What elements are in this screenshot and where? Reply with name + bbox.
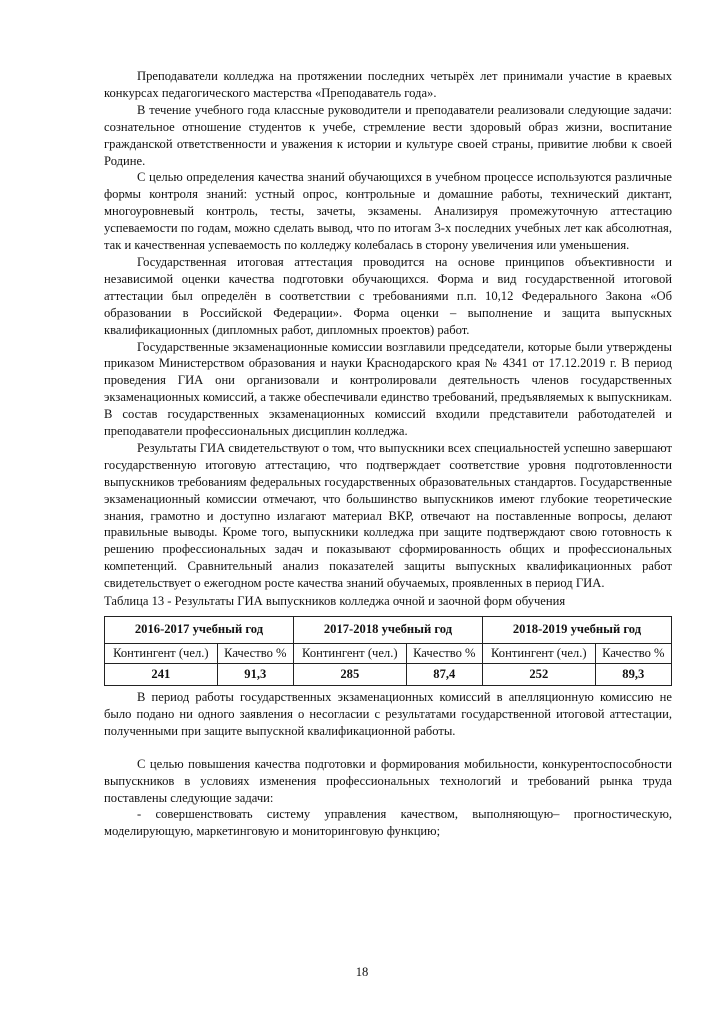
table-subheader-row [105, 644, 672, 664]
list-item: - совершенствовать систему управления качеством, выполняющую– прогностическую, моделирующую, маркетинговую и мониторинговую функцию; [104, 807, 672, 839]
contingent-header: Контингент (чел.) [482, 644, 595, 664]
contingent-header: Контингент (чел.) [105, 644, 218, 664]
contingent-value: 252 [482, 664, 595, 686]
table-row [105, 664, 672, 686]
gia-results-table [104, 616, 672, 686]
quality-value: 89,3 [595, 664, 671, 686]
paragraph-gia-results: Результаты ГИА свидетельствуют о том, что выпускники всех специальностей успешно завершают государственную итоговую аттестацию, что подтверждает соответствие уровня подготовленности выпускников требованиям федеральных государственных образовательных стандартов. Государственные экзаменационный комиссии отмечают, что большинство выпускников имеют глубокие теоретические знания, грамотно и доступно излагают материал ВКР, отвечают на поставленные вопросы, делают правильные выводы. Кроме того, выпускники колледжа при защите подтверждают свою готовность к решению профессиональных задач и показывают сформированность общих и профессиональных компетенций. Сравнительный анализ показателей защиты выпускных квалификационных работ свидетельствует о ежегодном росте качества знаний обучаемых, проявленных в период ГИА. [104, 440, 672, 591]
paragraph-improvement-goals: С целью повышения качества подготовки и формирования мобильности, конкурентоспособности выпускников в условиях изменения профессиональных технологий и требований рынка труда поставлены следующие задачи: [104, 756, 672, 805]
contingent-value: 285 [293, 664, 406, 686]
paragraph-exam-commissions: Государственные экзаменационные комиссии возглавили председатели, которые были утверждены приказом Министерством образования и науки Краснодарского края № 4341 от 17.12.2019 г. В период проведения ГИА они организовали и контролировали деятельность членов государственных экзаменационных комиссий, а также обеспечивали единство требований, предъявляемых к выпускникам. В состав государственных экзаменационных комиссий входили представители работодателей и преподаватели профессиональных дисциплин колледжа. [104, 339, 672, 439]
contingent-value: 241 [105, 664, 218, 686]
quality-header: Качество % [406, 644, 482, 664]
year-header: 2017-2018 учебный год [293, 617, 482, 644]
contingent-header: Контингент (чел.) [293, 644, 406, 664]
quality-header: Качество % [595, 644, 671, 664]
table-caption: Таблица 13 - Результаты ГИА выпускников колледжа очной и заочной форм обучения [104, 594, 566, 609]
paragraph-knowledge-control: С целью определения качества знаний обучающихся в учебном процессе используются различные формы контроля знаний: устный опрос, контрольные и домашние работы, технический диктант, многоуровневый контроль, тесты, зачеты, экзамены. Анализируя промежуточную аттестацию успеваемости по годам, можно сделать вывод, что по итогам 3-х последних учебных лет как абсолютная, так и качественная успеваемость по колледжу колебалась в сторону увеличения или уменьшения. [104, 170, 672, 253]
paragraph-competitions: Преподаватели колледжа на протяжении последних четырёх лет принимали участие в краевых конкурсах педагогического мастерства «Преподаватель года». [104, 69, 672, 100]
year-header: 2016-2017 учебный год [105, 617, 294, 644]
page-number: 18 [355, 965, 369, 979]
table-header-row [105, 617, 672, 644]
paragraph-class-tasks: В течение учебного года классные руководители и преподаватели реализовали следующие задачи: сознательное отношение студентов к учебе, стремление вести здоровый образ жизни, воспитание гражданской ответственности и уважения к истории и культуре своей страны, привитие любви к своей Родине. [104, 102, 672, 168]
paragraph-state-attestation: Государственная итоговая аттестация проводится на основе принципов объективности и независимой оценки качества подготовки обучающихся. Форма и вид государственной итоговой аттестации был определён в соответствии с требованиями п.п. 10,12 Федерального Закона «Об образовании в Российской Федерации». Форма оценки – выполнение и защита выпускных квалификационных (дипломных работ, дипломных проектов) работ. [104, 254, 672, 337]
document-page [104, 68, 672, 840]
quality-value: 87,4 [406, 664, 482, 686]
year-header: 2018-2019 учебный год [482, 617, 671, 644]
quality-value: 91,3 [217, 664, 293, 686]
quality-header: Качество % [217, 644, 293, 664]
paragraph-appeals: В период работы государственных экзаменационных комиссий в апелляционную комиссию не было подано ни одного заявления о несогласии с результатами государственной итоговой аттестации, полученными при защите выпускной квалификационной работы. [104, 690, 672, 738]
